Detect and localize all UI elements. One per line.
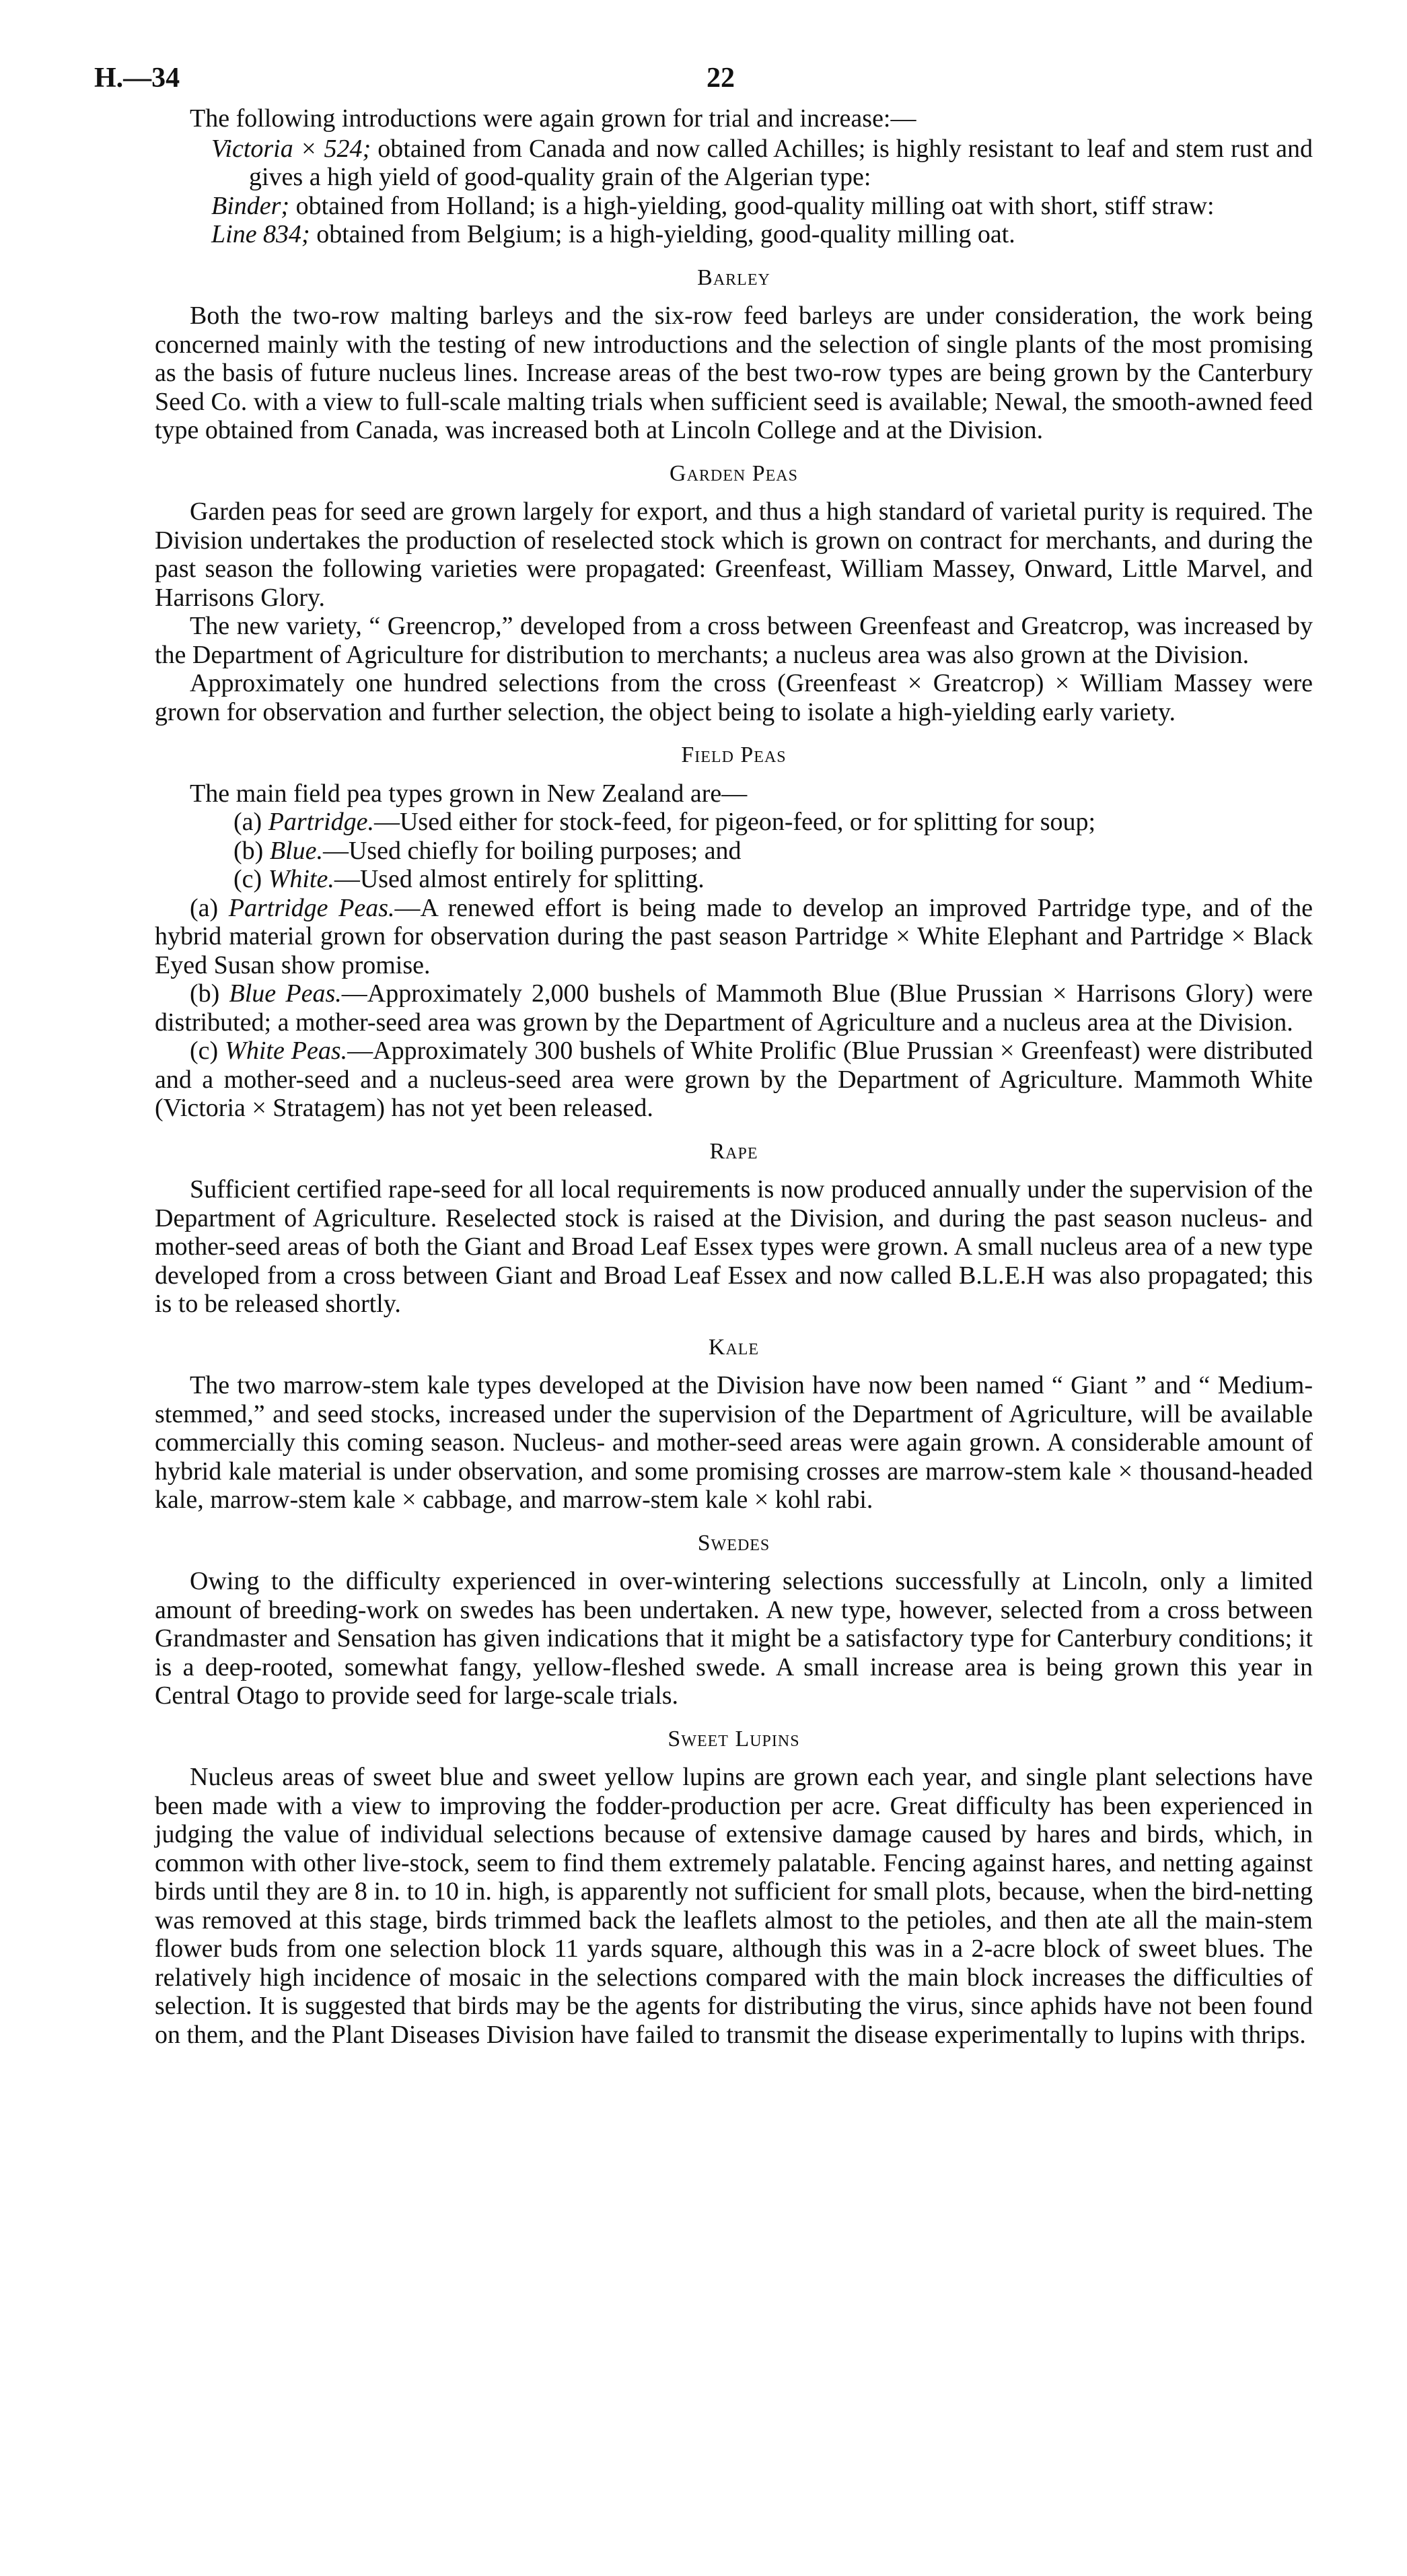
intro-item xyxy=(155,135,1313,192)
section-heading-garden-peas: Garden Peas xyxy=(670,460,798,486)
section-heading-field-peas: Field Peas xyxy=(681,742,787,767)
item-marker: (c) xyxy=(233,865,262,893)
item-marker: (a) xyxy=(190,893,219,922)
field-pea-note xyxy=(155,1037,1313,1123)
item-marker: (a) xyxy=(233,808,262,836)
kale-paragraph: The two marrow-stem kale types developed at the Division have now been named “ Giant ” and “ Medium-stemmed,” and seed stocks, increased under the supervision of the Department of Agriculture, will be available commercially this coming season. Nucleus- and mother-seed areas were again grown. A considerable amount of hybrid kale material is under observation, and some promising crosses are marrow-stem kale × thousand-headed kale, marrow-stem kale × cabbage, and marrow-stem kale × kohl rabi. xyxy=(155,1371,1313,1514)
sweet-lupins-paragraph: Nucleus areas of sweet blue and sweet yellow lupins are grown each year, and single plant selections have been made with a view to improving the fodder-production per acre. Great difficulty has been experienced in judging the value of individual selections because of extensive damage caused by hares and birds, which, in common with other live-stock, seem to find them extremely palatable. Fencing against hares, and netting against birds until they are 8 in. to 10 in. high, is apparently not sufficient for small plots, because, when the bird-netting was removed at this stage, birds trimmed back the leaflets almost to the petioles, and then ate all the main-stem flower buds from one selection block 11 yards square, although this was in a 2-acre block of sweet blues. The relatively high incidence of mosaic in the selections compared with the main block increases the difficulties of selection. It is suggested that birds may be the agents for distributing the virus, since aphids have not been found on them, and the Plant Diseases Division have failed to transmit the disease experimentally to lupins with thrips. xyxy=(155,1763,1313,2049)
intro-item xyxy=(155,220,1313,249)
item-label: Blue Peas. xyxy=(229,979,342,1008)
intro-item xyxy=(155,192,1313,221)
item-text: —Approximately 2,000 bushels of Mammoth Blue (Blue Prussian × Harrisons Glory) were distributed; a mother-seed area was grown by the Department of Agriculture and a nucleus area at the Division. xyxy=(155,979,1313,1037)
item-text: —Used chiefly for boiling purposes; and xyxy=(322,836,742,865)
field-pea-type xyxy=(155,837,1313,866)
item-text: —Approximately 300 bushels of White Prolific (Blue Prussian × Greenfeast) were distributed and a mother-seed and a nucleus-seed area were grown by the Department of Agriculture. Mammoth White (Victoria × Stratagem) has not yet been released. xyxy=(155,1037,1313,1122)
intro-item-label: Victoria × 524; xyxy=(211,134,371,163)
garden-peas-paragraph: Garden peas for seed are grown largely for export, and thus a high standard of varietal purity is required. The Division undertakes the production of reselected stock which is grown on contract for merchants, and during the past season the following varieties were propagated: Greenfeast, William Massey, Onward, Little Marvel, and Harrisons Glory. xyxy=(155,497,1313,612)
item-label: Partridge Peas. xyxy=(228,893,395,922)
item-text: —A renewed effort is being made to develop an improved Partridge type, and of the hybrid material grown for observation during the past season Partridge × White Elephant and Partridge × Black Eyed Susan show promise. xyxy=(155,893,1313,979)
introductions-list xyxy=(155,135,1313,249)
intro-item-label: Binder; xyxy=(211,191,290,220)
item-label: Partridge. xyxy=(268,808,374,836)
item-label: White Peas. xyxy=(225,1037,348,1065)
garden-peas-paragraph: The new variety, “ Greencrop,” developed from a cross between Greenfeast and Greatcrop, was increased by the Department of Agriculture for distribution to merchants; a nucleus area was also grown at the Division. xyxy=(155,612,1313,669)
intro-item-text: obtained from Holland; is a high-yielding, good-quality milling oat with short, stiff straw: xyxy=(289,191,1215,220)
intro-lead: The following introductions were again grown for trial and increase:— xyxy=(190,104,916,133)
item-label: White. xyxy=(268,865,334,893)
section-heading-kale: Kale xyxy=(708,1334,760,1360)
field-pea-type xyxy=(155,865,1313,894)
item-marker: (b) xyxy=(233,836,264,865)
garden-peas-paragraph: Approximately one hundred selections from the cross (Greenfeast × Greatcrop) × William Massey were grown for observation and further selection, the object being to isolate a high-yielding early variety. xyxy=(155,669,1313,726)
page-number: 22 xyxy=(707,63,735,94)
swedes-paragraph: Owing to the difficulty experienced in over-wintering selections successfully at Lincoln, only a limited amount of breeding-work on swedes has been undertaken. A new type, however, selected from a cross between Grandmaster and Sensation has given indications that it might be a satisfactory type for Canterbury conditions; it is a deep-rooted, somewhat fangy, yellow-fleshed swede. A small increase area is being grown this year in Central Otago to provide seed for large-scale trials. xyxy=(155,1567,1313,1710)
field-pea-note xyxy=(155,894,1313,980)
item-marker: (c) xyxy=(190,1037,219,1065)
section-heading-barley: Barley xyxy=(697,265,770,290)
item-marker: (b) xyxy=(190,979,220,1008)
intro-item-label: Line 834; xyxy=(211,220,310,248)
field-pea-note xyxy=(155,979,1313,1037)
page-header xyxy=(94,64,1313,104)
item-text: —Used almost entirely for splitting. xyxy=(334,865,705,893)
intro-item-text: obtained from Belgium; is a high-yielding, good-quality milling oat. xyxy=(310,220,1015,248)
field-pea-type xyxy=(155,808,1313,837)
section-heading-sweet-lupins: Sweet Lupins xyxy=(668,1726,800,1751)
report-reference: H.—34 xyxy=(94,63,180,94)
field-peas-lead: The main field pea types grown in New Zealand are— xyxy=(190,779,748,808)
section-heading-swedes: Swedes xyxy=(697,1530,770,1556)
rape-paragraph: Sufficient certified rape-seed for all local requirements is now produced annually under the supervision of the Department of Agriculture. Reselected stock is raised at the Division, and during the past season nucleus- and mother-seed areas of both the Giant and Broad Leaf Essex types were grown. A small nucleus area of a new type developed from a cross between Giant and Broad Leaf Essex and now called B.L.E.H was also propagated; this is to be released shortly. xyxy=(155,1175,1313,1318)
item-label: Blue. xyxy=(269,836,323,865)
section-heading-rape: Rape xyxy=(709,1138,758,1164)
item-text: —Used either for stock-feed, for pigeon-feed, or for splitting for soup; xyxy=(373,808,1096,836)
intro-item-text: obtained from Canada and now called Achilles; is highly resistant to leaf and stem rust and gives a high yield of good-quality grain of the Algerian type: xyxy=(249,134,1313,191)
barley-paragraph: Both the two-row malting barleys and the six-row feed barleys are under consideration, the work being concerned mainly with the testing of new introductions and the selection of single plants of the most promising as the basis of future nucleus lines. Increase areas of the best two-row types are being grown by the Canterbury Seed Co. with a view to full-scale malting trials when sufficient seed is available; Newal, the smooth-awned feed type obtained from Canada, was increased both at Lincoln College and at the Division. xyxy=(155,302,1313,444)
